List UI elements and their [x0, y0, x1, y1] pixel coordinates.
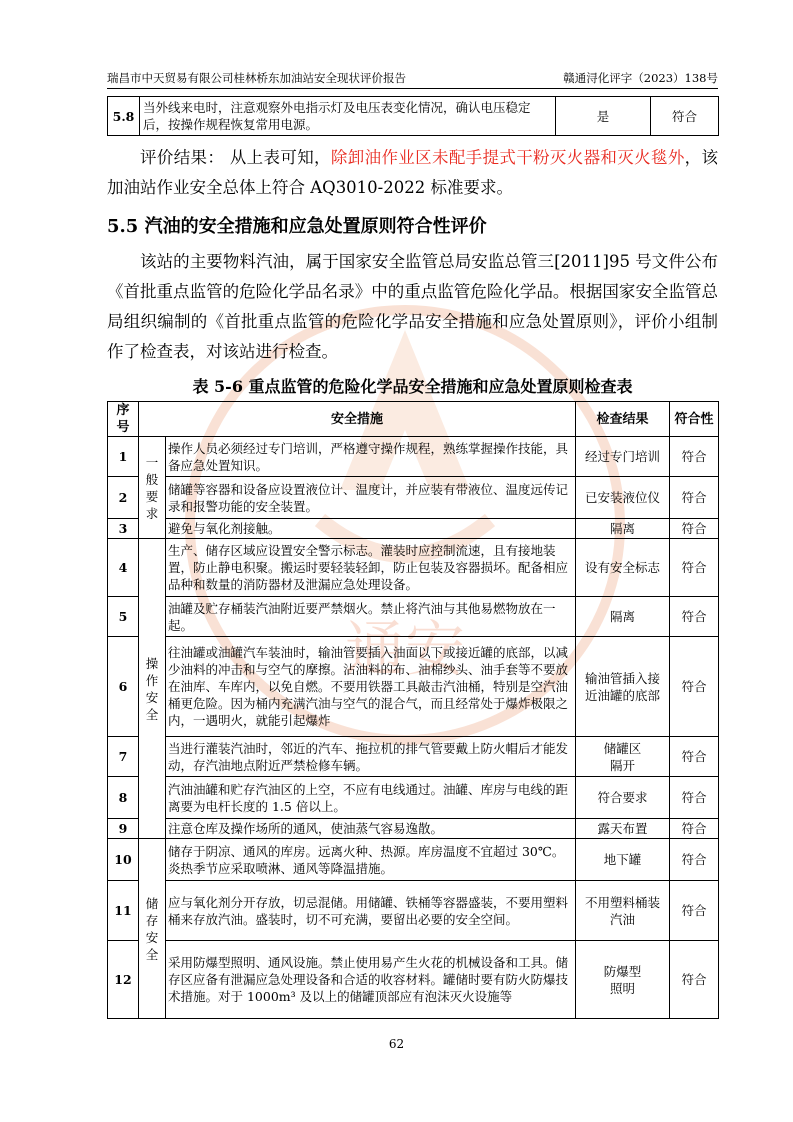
- category-general: 一般要求: [139, 437, 166, 539]
- row-conformity: 符合: [670, 777, 719, 819]
- table-row: [108, 839, 719, 881]
- header-report-number: 赣通浔化评字（2023）138号: [563, 71, 718, 85]
- table-row: [108, 637, 719, 737]
- row-result: 防爆型 照明: [576, 941, 670, 1019]
- watermark-text: 通安: [345, 615, 465, 685]
- row-result: 地下罐: [576, 839, 670, 881]
- table-row: [108, 437, 719, 477]
- table-row: [108, 941, 719, 1019]
- header-report-title: 瑞昌市中天贸易有限公司桂林桥东加油站安全现状评价报告: [107, 71, 406, 85]
- row-result: 隔离: [576, 519, 670, 539]
- table-row: [108, 97, 719, 136]
- row-measure: 应与氧化剂分开存放，切忌混储。用储罐、铁桶等容器盛装，不要用塑料桶来存放汽油。盛装时，切不可充满，要留出必要的安全空间。: [166, 881, 576, 941]
- row-measure: 往油罐或油罐汽车装油时，输油管要插入油面以下或接近罐的底部，以减少油料的冲击和与空气的摩擦。沾油料的布、油棉纱头、油手套等不要放在油库、车库内，以免自燃。不要用铁器工具敲击汽油桶，特别是空汽油桶更危险。因为桶内充满汽油与空气的混合气，而且经常处于爆炸极限之内，一遇明火，就能引起爆炸: [166, 637, 576, 737]
- row-measure: 注意仓库及操作场所的通风，使油蒸气容易逸散。: [166, 819, 576, 839]
- table-header-row: [108, 402, 719, 437]
- row-number: 5.8: [108, 97, 140, 136]
- row-measure: 操作人员必须经过专门培训，严格遵守操作规程，熟练掌握操作技能，具备应急处置知识。: [166, 437, 576, 477]
- evaluation-deficiency: 除卸油作业区未配手提式干粉灭火器和灭火毯外: [330, 148, 685, 167]
- row-measure: 油罐及贮存桶装汽油附近要严禁烟火。禁止将汽油与其他易燃物放在一起。: [166, 597, 576, 637]
- row-measure: 避免与氧化剂接触。: [166, 519, 576, 539]
- row-result: 符合要求: [576, 777, 670, 819]
- row-result: 是: [556, 97, 651, 136]
- row-result: 露天布置: [576, 819, 670, 839]
- row-conformity: 符合: [670, 637, 719, 737]
- section-title: 5.5 汽油的安全措施和应急处置原则符合性评价: [107, 216, 487, 237]
- row-conformity: 符合: [670, 539, 719, 597]
- table-row: [108, 777, 719, 819]
- row-conformity: 符合: [651, 97, 719, 136]
- table-row: [108, 597, 719, 637]
- row-number: 4: [108, 539, 139, 597]
- evaluation-prefix: 评价结果： 从上表可知，: [140, 148, 331, 167]
- page-number: 62: [388, 1037, 405, 1051]
- table-row: [108, 477, 719, 519]
- category-operation: 操作安全: [139, 539, 166, 839]
- row-measure: 当外线来电时，注意观察外电指示灯及电压表变化情况，确认电压稳定后，按操作规程恢复常用电源。: [140, 97, 556, 136]
- category-storage: 储存安全: [139, 839, 166, 1019]
- row-result: 经过专门培训: [576, 437, 670, 477]
- row-number: 8: [108, 777, 139, 819]
- table-row: [108, 539, 719, 597]
- row-conformity: 符合: [670, 519, 719, 539]
- row-conformity: 符合: [670, 737, 719, 777]
- row-measure: 储罐等容器和设备应设置液位计、温度计，并应装有带液位、温度远传记录和报警功能的安全装置。: [166, 477, 576, 519]
- row-number: 5: [108, 597, 139, 637]
- row-number: 2: [108, 477, 139, 519]
- row-number: 9: [108, 819, 139, 839]
- evaluation-result: [107, 143, 718, 203]
- row-number: 6: [108, 637, 139, 737]
- table-row: [108, 819, 719, 839]
- previous-table-continuation: [107, 96, 719, 136]
- row-result: 隔离: [576, 597, 670, 637]
- row-result: 不用塑料桶装汽油: [576, 881, 670, 941]
- row-conformity: 符合: [670, 477, 719, 519]
- col-header-no: 序号: [108, 402, 139, 437]
- row-number: 12: [108, 941, 139, 1019]
- row-result: 输油管插入接近油罐的底部: [576, 637, 670, 737]
- row-result: 设有安全标志: [576, 539, 670, 597]
- table-row: [108, 737, 719, 777]
- row-conformity: 符合: [670, 941, 719, 1019]
- row-conformity: 符合: [670, 819, 719, 839]
- row-conformity: 符合: [670, 597, 719, 637]
- row-measure: 当进行灌装汽油时，邻近的汽车、拖拉机的排气管要戴上防火帽后才能发动，存汽油地点附近严禁检修车辆。: [166, 737, 576, 777]
- col-header-conformity: 符合性: [670, 402, 719, 437]
- row-conformity: 符合: [670, 437, 719, 477]
- row-number: 10: [108, 839, 139, 881]
- evaluation-suffix: ，该加油站作业安全总体上符合 AQ3010-2022 标准要求。: [107, 148, 719, 197]
- row-conformity: 符合: [670, 839, 719, 881]
- row-measure: 生产、储存区域应设置安全警示标志。灌装时应控制流速，且有接地装置，防止静电积聚。搬运时要轻装轻卸，防止包装及容器损坏。配备相应品种和数量的消防器材及泄漏应急处理设备。: [166, 539, 576, 597]
- table-row: [108, 881, 719, 941]
- col-header-result: 检查结果: [576, 402, 670, 437]
- intro-paragraph: 该站的主要物料汽油，属于国家安全监管总局安监总管三[2011]95 号文件公布《首批重点监管的危险化学品名录》中的重点监管危险化学品。根据国家安全监管总局组织编制的《首批重点监管的危险化学品安全措施和应急处置原则》，评价小组制作了检查表，对该站进行检查。: [107, 252, 718, 361]
- table-row: [108, 519, 719, 539]
- row-measure: 采用防爆型照明、通风设施。禁止使用易产生火花的机械设备和工具。储存区应备有泄漏应急处理设备和合适的收容材料。罐储时要有防火防爆技术措施。对于 1000m³ 及以上的储罐顶部应有泡沫灭火设施等: [166, 941, 576, 1019]
- page-header: [107, 68, 718, 89]
- row-number: 11: [108, 881, 139, 941]
- row-number: 1: [108, 437, 139, 477]
- row-measure: 汽油油罐和贮存汽油区的上空，不应有电线通过。油罐、库房与电线的距离要为电杆长度的 1.5 倍以上。: [166, 777, 576, 819]
- row-number: 3: [108, 519, 139, 539]
- table-title: 表 5-6 重点监管的危险化学品安全措施和应急处置原则检查表: [192, 377, 633, 396]
- row-number: 7: [108, 737, 139, 777]
- row-measure: 储存于阴凉、通风的库房。远离火种、热源。库房温度不宜超过 30℃。炎热季节应采取喷淋、通风等降温措施。: [166, 839, 576, 881]
- col-header-measure: 安全措施: [139, 402, 576, 437]
- row-conformity: 符合: [670, 881, 719, 941]
- row-result: 储罐区 隔开: [576, 737, 670, 777]
- checklist-table: [107, 401, 719, 1019]
- row-result: 已安装液位仪: [576, 477, 670, 519]
